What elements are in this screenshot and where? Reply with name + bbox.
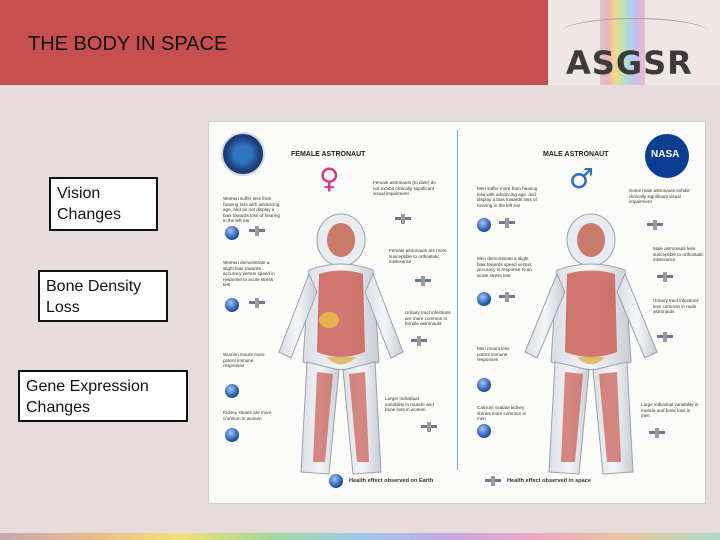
male-astronaut-header: MALE ASTRONAUT — [543, 151, 609, 158]
female-note-uti: Urinary tract infections are more common in female astronauts — [405, 310, 451, 327]
satellite-icon — [657, 332, 673, 342]
satellite-icon — [249, 226, 265, 236]
satellite-icon — [411, 336, 427, 346]
satellite-icon — [421, 422, 437, 432]
earth-icon — [477, 424, 491, 438]
male-note-uti: Urinary tract infections less common in male astronauts — [653, 298, 699, 315]
satellite-icon — [657, 272, 673, 282]
male-note-kidney: Calcium oxalate kidney stones more common in men — [477, 405, 527, 422]
bone-density-loss-label: Bone Density Loss — [38, 270, 168, 322]
male-note-hearing: Men suffer more from hearing loss with advancing age, and display a bias towards loss of hearing in the left ear — [477, 186, 538, 208]
nsbri-seal-icon — [221, 132, 265, 176]
slide-title: THE BODY IN SPACE — [28, 33, 228, 55]
nasa-logo-text: NASA — [651, 149, 680, 160]
satellite-icon — [649, 428, 665, 438]
earth-icon — [225, 298, 239, 312]
female-note-stress: Women demonstrate a slight bias towards accuracy versus speed in response to acute stress test — [223, 260, 275, 288]
earth-icon — [225, 384, 239, 398]
earth-icon — [477, 218, 491, 232]
legend-earth-text: Health effect observed on Earth — [349, 478, 434, 484]
male-note-orthostatic: Male astronauts less susceptible to orthostatic intolerance — [653, 246, 704, 263]
vision-changes-label: Vision Changes — [49, 177, 158, 231]
slide-header — [0, 0, 720, 85]
male-note-stress: Men demonstrate a slight bias towards speed versus accuracy in response to an acute stress test — [477, 256, 532, 278]
satellite-icon — [499, 218, 515, 228]
satellite-icon — [395, 214, 411, 224]
female-astronaut-header: FEMALE ASTRONAUT — [291, 151, 366, 158]
logo-text: ASGSR — [566, 44, 693, 82]
earth-icon — [225, 428, 239, 442]
female-note-vision: Female astronauts (to date) do not exhibit clinically significant visual impairment — [373, 180, 436, 197]
female-note-orthostatic: Female astronauts are more susceptible to orthostatic intolerance — [389, 248, 447, 265]
male-note-immune: Men mount less potent immune responses — [477, 346, 510, 363]
earth-icon — [477, 378, 491, 392]
female-symbol-icon: ♀ — [319, 162, 340, 195]
earth-icon — [225, 226, 239, 240]
legend-earth-icon — [329, 474, 343, 488]
nasa-meatball-icon — [645, 134, 689, 178]
female-note-immune: Women mount more potent immune responses — [223, 352, 265, 369]
legend-satellite-icon — [485, 476, 501, 486]
satellite-icon — [249, 298, 265, 308]
body-in-space-poster — [208, 121, 706, 504]
gene-expression-changes-label: Gene Expression Changes — [18, 370, 188, 422]
satellite-icon — [499, 292, 515, 302]
bottom-color-strip — [0, 533, 720, 540]
female-note-muscle-bone: Larger individual variability in muscle and bone loss in women — [385, 396, 434, 413]
male-note-muscle-bone: Large individual variability in muscle and bone loss in men — [641, 402, 699, 419]
center-divider — [457, 130, 458, 470]
satellite-icon — [415, 276, 431, 286]
male-symbol-icon: ♂ — [569, 162, 595, 195]
female-note-kidney: Kidney stones are more common in women — [223, 410, 272, 421]
male-note-vision: Some male astronauts exhibit clinically significant visual impairment — [629, 188, 690, 205]
legend-space-text: Health effect observed in space — [507, 478, 591, 484]
female-note-hearing: Women suffer less from hearing loss with advancing age, and do not display a bias towards loss of hearing in the left ear — [223, 196, 280, 224]
earth-icon — [477, 292, 491, 306]
satellite-icon — [647, 220, 663, 230]
